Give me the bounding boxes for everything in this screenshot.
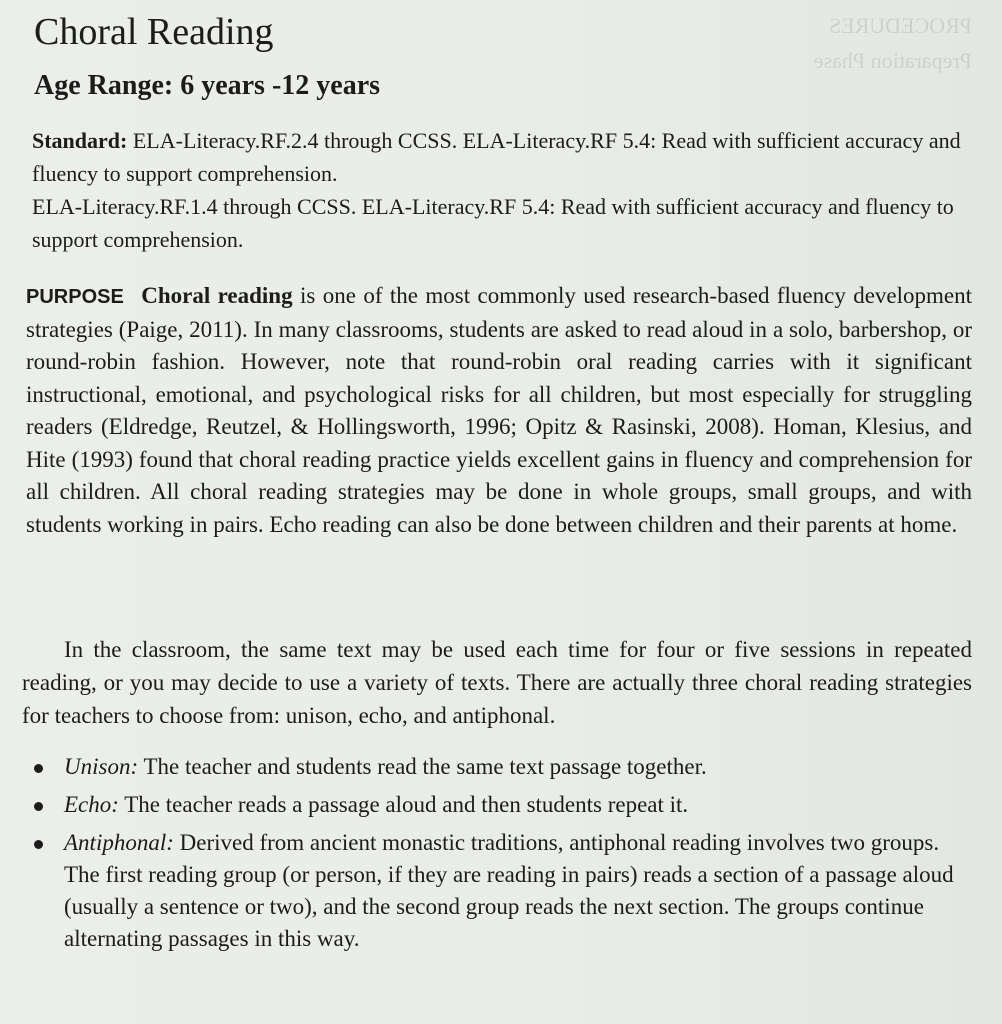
standard-line-1 [32,124,972,190]
bullet-icon [34,840,43,849]
list-item [30,827,960,955]
standard-text-1: ELA-Literacy.RF.2.4 through CCSS. ELA-Literacy.RF 5.4: Read with sufficient accuracy and fluency to support comprehension. [32,128,961,186]
list-item [30,751,960,783]
strategy-term-echo: Echo: [64,792,119,817]
purpose-paragraph [26,280,972,541]
purpose-lead-term: Choral reading [141,283,293,308]
purpose-text: is one of the most commonly used research-based fluency development strategies (Paige, 2011). In many classrooms, students are asked to read aloud in a solo, barbershop, or round-robin fashion. However, note that round-robin oral reading carries with it significant instructional, emotional, and psychological risks for all children, but most especially for struggling readers (Eldredge, Reutzel, & Hollingsworth, 1996; Opitz & Rasinski, 2008). Homan, Klesius, and Hite (1993) found that choral reading practice yields excellent gains in fluency and comprehension for all children. All choral reading strategies may be done in whole groups, small groups, and with students working in pairs. Echo reading can also be done between children and their parents at home. [26,283,973,537]
bullet-icon [34,764,43,773]
strategy-term-antiphonal: Antiphonal: [64,830,174,855]
list-item [30,789,960,821]
strategy-list [30,751,960,961]
strategy-text-antiphonal: Derived from ancient monastic traditions, antiphonal reading involves two groups. The first reading group (or person, if they are reading in pairs) reads a section of a passage aloud (usually a sentence or two), and the second group reads the next section. The groups continue alternating passages in this way. [64,830,954,951]
standard-text-2: ELA-Literacy.RF.1.4 through CCSS. ELA-Literacy.RF 5.4: Read with sufficient accuracy and fluency to support comprehension. [32,194,954,252]
strategy-text-unison: The teacher and students read the same text passage together. [138,754,707,779]
bleed-through-heading: PROCEDURES [828,13,972,38]
standard-block [32,124,972,256]
strategy-term-unison: Unison: [64,754,139,779]
bleed-through-text [762,8,972,78]
page-title: Choral Reading [34,11,274,53]
bullet-icon [34,802,43,811]
strategy-text-echo: The teacher reads a passage aloud and then students repeat it. [118,792,689,817]
age-range-heading: Age Range: 6 years -12 years [34,70,381,101]
purpose-label: PURPOSE [26,286,124,308]
classroom-paragraph: In the classroom, the same text may be used each time for four or five sessions in repeated reading, or you may decide to use a variety of texts. There are actually three choral reading strategies for teachers to choose from: unison, echo, and antiphonal. [22,637,972,728]
standard-label: Standard: [32,128,128,153]
bleed-through-subheading: Preparation Phase [813,48,972,74]
